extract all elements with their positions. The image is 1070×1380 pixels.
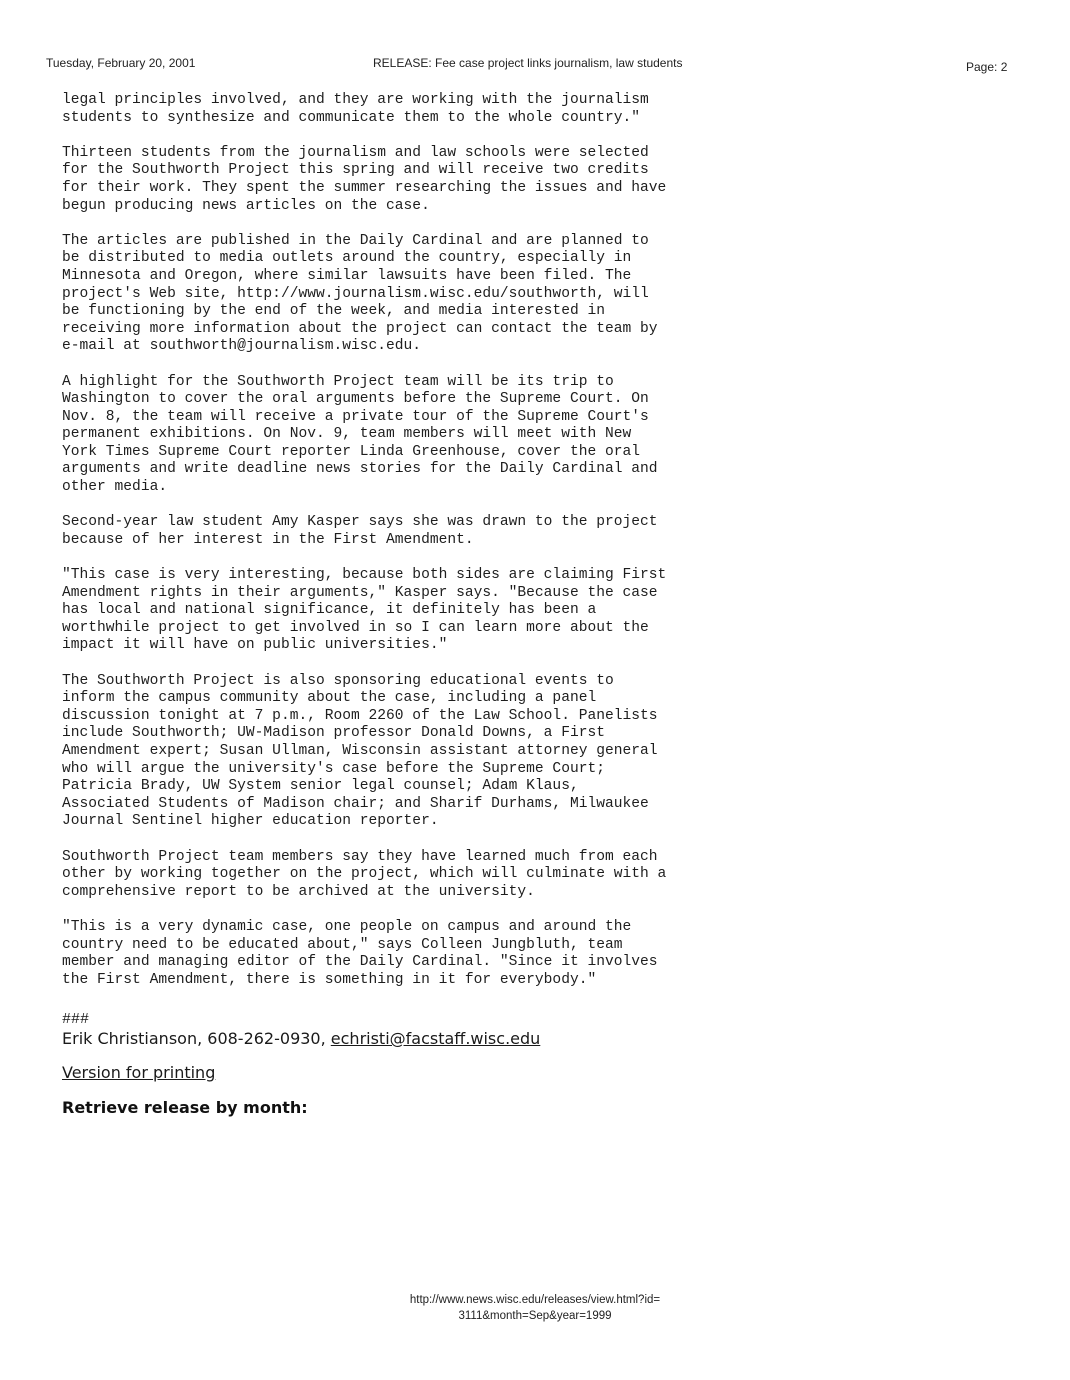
contact-line (62, 1029, 540, 1048)
end-marks: ### (62, 1011, 90, 1028)
paragraph-3: The articles are published in the Daily Cardinal and are planned to be distributed to media outlets around the country, especially in Minnesota and Oregon, where similar lawsuits have been filed. The project's Web site, http://www.journalism.wisc.edu/southworth, will be functioning by the end of the week, and media interested in receiving more information about the project can contact the team by e-mail at southworth@journalism.wisc.edu. (62, 232, 658, 355)
retrieve-release-heading: Retrieve release by month: (62, 1098, 308, 1117)
header-release-title: RELEASE: Fee case project links journalism, law students (373, 56, 683, 70)
paragraph-1: legal principles involved, and they are working with the journalism students to synthesize and communicate them to the whole country." (62, 92, 649, 126)
version-for-printing-link[interactable]: Version for printing (62, 1063, 216, 1082)
contact-name-phone: Erik Christianson, 608-262-0930, (62, 1029, 331, 1048)
footer-url (0, 1292, 1070, 1324)
paragraph-9: "This is a very dynamic case, one people on campus and around the country need to be educated about," says Colleen Jungbluth, team member and managing editor of the Daily Cardinal. "Since it involves the First Amendment, there is something in it for everybody." (62, 918, 658, 988)
paragraph-8: Southworth Project team members say they have learned much from each other by working together on the project, which will culminate with a comprehensive report to be archived at the university. (62, 848, 667, 900)
paragraph-6: "This case is very interesting, because both sides are claiming First Amendment rights in their arguments," Kasper says. "Because the case has local and national significance, it definitely has been a worthwhile project to get involved in so I can learn more about the impact it will have on public universities." (62, 567, 667, 654)
footer-url-line-2: 3111&month=Sep&year=1999 (458, 1310, 612, 1322)
paragraph-7: The Southworth Project is also sponsoring educational events to inform the campus community about the case, including a panel discussion tonight at 7 p.m., Room 2260 of the Law School. Panelists include Southworth; UW-Madison professor Donald Downs, a First Amendment expert; Susan Ullman, Wisconsin assistant attorney general who will argue the university's case before the Supreme Court; Patricia Brady, UW System senior legal counsel; Adam Klaus, Associated Students of Madison chair; and Sharif Durhams, Milwaukee Journal Sentinel higher education reporter. (62, 672, 658, 830)
paragraph-5: Second-year law student Amy Kasper says she was drawn to the project because of her interest in the First Amendment. (62, 514, 658, 548)
footer-url-line-1: http://www.news.wisc.edu/releases/view.html?id= (409, 1294, 661, 1306)
contact-email-link[interactable]: echristi@facstaff.wisc.edu (330, 1029, 541, 1048)
signature-block (62, 1010, 540, 1048)
article-body (62, 92, 742, 1007)
paragraph-2: Thirteen students from the journalism and law schools were selected for the Southworth Project this spring and will receive two credits for their work. They spent the summer researching the issues and have begun producing news articles on the case. (62, 144, 667, 214)
paragraph-4: A highlight for the Southworth Project team will be its trip to Washington to cover the oral arguments before the Supreme Court. On Nov. 8, the team will receive a private tour of the Supreme Court's permanent exhibitions. On Nov. 9, team members will meet with New York Times Supreme Court reporter Linda Greenhouse, cover the oral arguments and write deadline news stories for the Daily Cardinal and other media. (62, 373, 658, 496)
header-date: Tuesday, February 20, 2001 (46, 56, 196, 70)
header-page-number: Page: 2 (966, 60, 1008, 74)
